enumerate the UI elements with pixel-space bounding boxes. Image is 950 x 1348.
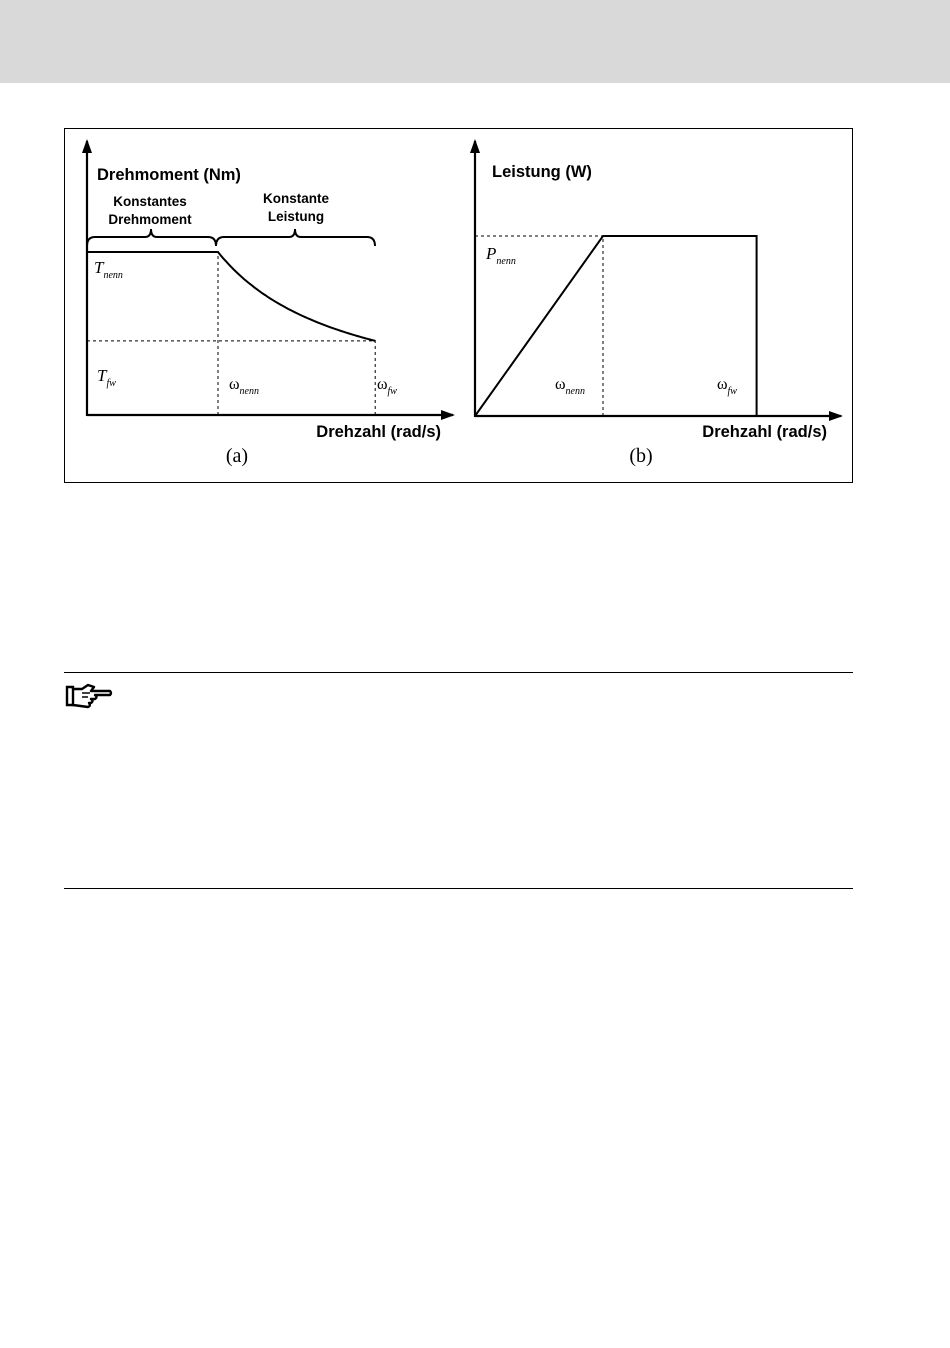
panel-label-a: (a) xyxy=(225,445,249,467)
chart-b-power-curve xyxy=(475,236,757,416)
x-mark-a-omega-nenn: $\omega_{nenn}$ xyxy=(229,376,259,397)
chart-b-guide-lines xyxy=(475,236,757,416)
note-bottom-rule xyxy=(64,888,853,889)
chart-a-torque-curve xyxy=(87,252,375,341)
region-label-a-2-line1: Konstante xyxy=(262,191,330,206)
chart-b-ylabel: Leistung (W) xyxy=(492,163,592,181)
region-label-a-2-line2: Leistung xyxy=(267,209,325,224)
x-mark-b-omega-nenn: $\omega_{nenn}$ xyxy=(555,376,585,397)
figure-frame xyxy=(64,128,853,483)
figure-canvas xyxy=(65,129,854,484)
y-mark-tnenn: $T_{nenn}$ xyxy=(94,258,123,281)
chart-b xyxy=(475,141,841,467)
chart-a-ylabel: Drehmoment (Nm) xyxy=(97,166,241,184)
y-mark-pnenn: $P_{nenn}$ xyxy=(486,244,516,267)
chart-a-xlabel: Drehzahl (rad/s) xyxy=(316,423,441,441)
chart-a xyxy=(87,141,453,467)
region-label-a-1-line1: Konstantes xyxy=(113,194,187,209)
note-top-rule xyxy=(64,672,853,673)
x-mark-a-omega-fw: $\omega_{fw}$ xyxy=(377,376,397,397)
panel-label-b: (b) xyxy=(629,445,653,467)
brace-constant-torque xyxy=(87,229,216,246)
header-band xyxy=(0,0,950,83)
y-mark-tfw: $T_{fw}$ xyxy=(97,366,116,389)
chart-b-xlabel: Drehzahl (rad/s) xyxy=(702,423,827,441)
pointing-hand-icon xyxy=(64,683,114,709)
x-mark-b-omega-fw: $\omega_{fw}$ xyxy=(717,376,737,397)
brace-constant-power xyxy=(216,229,375,246)
region-label-a-1-line2: Drehmoment xyxy=(108,212,192,227)
